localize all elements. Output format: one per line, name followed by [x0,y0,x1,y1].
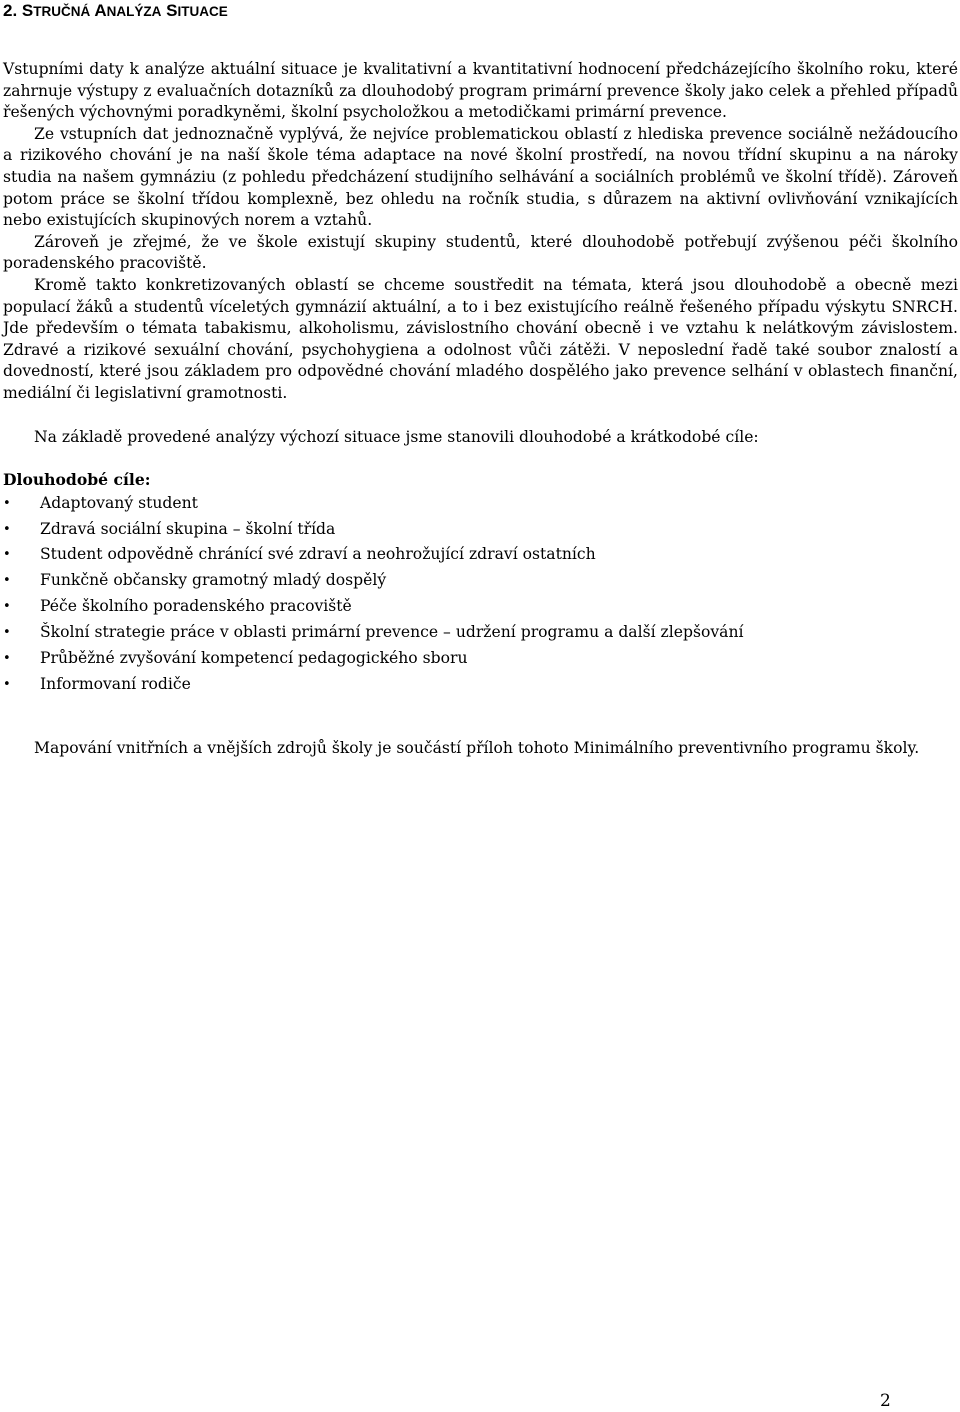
section-heading [3,0,958,23]
long-term-goals-list [3,491,958,698]
paragraph-student-groups: Zároveň je zřejmé, že ve škole existují skupiny studentů, které dlouhodobě potřebují zvýšenou péči školního poradenského pracoviště. [3,232,958,273]
paragraph-goals-intro: Na základě provedené analýzy výchozí situace jsme stanovili dlouhodobé a krátkodobé cíle: [34,427,759,446]
bullet-icon: • [3,599,11,615]
list-item: • Školní strategie práce v oblasti primární prevence – udržení programu a další zlepšování [3,620,958,646]
bullet-icon: • [3,521,11,537]
list-item: • Zdravá sociální skupina – školní třída [3,517,958,543]
bullet-icon: • [3,625,11,641]
paragraph-input-data: Vstupními daty k analýze aktuální situace je kvalitativní a kvantitativní hodnocení předcházejícího školního roku, které zahrnuje výstupy z evaluačních dotazníků za dlouhodobý program primární prevence školy jako celek a přehled případů řešených výchovnými poradkyněmi, školní psycholožkou a metodičkami primární prevence. [3,60,958,122]
paragraph-problem-areas: Ze vstupních dat jednoznačně vyplývá, že nejvíce problematickou oblastí z hlediska prevence sociálně nežádoucího a rizikového chování je na naší škole téma adaptace na nové školní prostředí, na novou třídní skupinu a na nároky studia na našem gymnáziu (z pohledu předcházení studijního selhávání a sociálních problémů ve školní třídě). Zároveň potom práce se školní třídou komplexně, bez ohledu na ročník studia, s důrazem na aktivní ovlivňování vznikajících nebo existujících skupinových norem a vztahů. [3,124,958,230]
document-page [3,0,958,759]
list-item: • Péče školního poradenského pracoviště [3,594,958,620]
section-title: STRUČNÁ ANALÝZA SITUACE [21,1,228,20]
bullet-icon: • [3,573,11,589]
list-item: • Informovaní rodiče [3,672,958,698]
bullet-icon: • [3,495,11,511]
bullet-icon: • [3,547,11,563]
list-item: • Adaptovaný student [3,491,958,517]
list-item: • Funkčně občansky gramotný mladý dospělý [3,568,958,594]
long-term-goals-heading: Dlouhodobé cíle: [3,470,151,490]
list-item: • Průběžné zvyšování kompetencí pedagogického sboru [3,646,958,672]
paragraph-resources-mapping: Mapování vnitřních a vnějších zdrojů školy je součástí příloh tohoto Minimálního preventivního programu školy. [34,738,920,757]
list-item: • Student odpovědně chránící své zdraví a neohrožující zdraví ostatních [3,542,958,568]
page-number: 2 [880,1391,891,1411]
section-number: 2. [3,1,18,20]
bullet-icon: • [3,676,11,692]
bullet-icon: • [3,651,11,667]
paragraph-topics: Kromě takto konkretizovaných oblastí se chceme soustředit na témata, která jsou dlouhodobě a obecně mezi populací žáků a studentů víceletých gymnázií aktuální, a to i bez existujícího reálně řešeného případu výskytu SNRCH. Jde především o témata tabakismu, alkoholismu, závislostního chování obecně i ve vztahu k nelátkovým závislostem. Zdravé a rizikové sexuální chování, psychohygiena a odolnost vůči zátěži. V neposlední řadě také soubor znalostí a dovedností, které jsou základem pro odpovědné chování mladého dospělého jako prevence selhání v oblastech finanční, mediální či legislativní gramotnosti. [3,275,958,402]
